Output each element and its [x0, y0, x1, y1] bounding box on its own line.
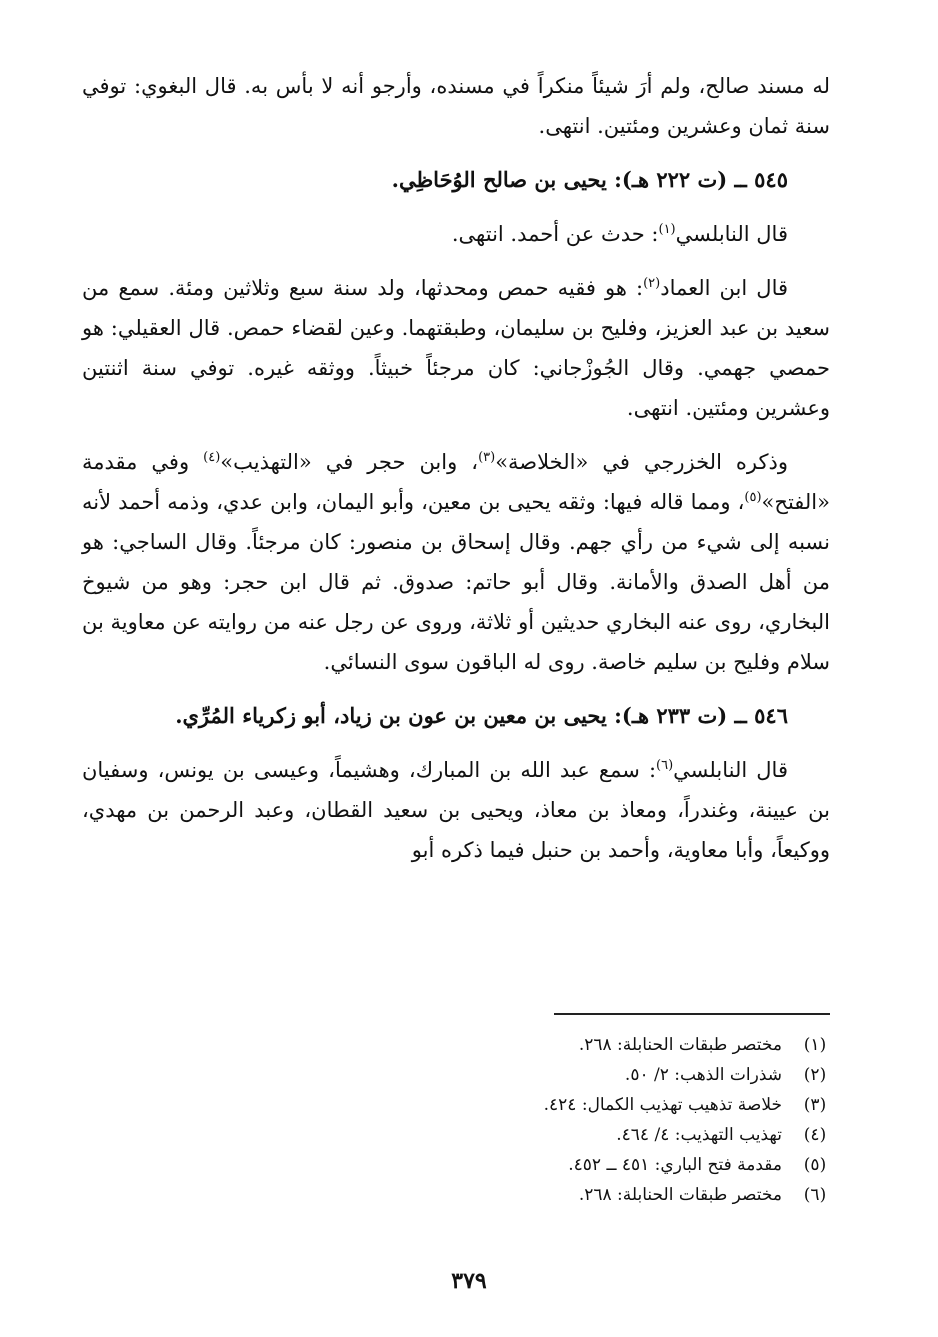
paragraph-nabulsi-546	[82, 750, 830, 870]
footnote-item	[230, 1090, 830, 1120]
footnote-item	[230, 1060, 830, 1090]
entry-546-heading: ٥٤٦ ــ (ت ٢٣٣ هـ): يحيى بن معين بن عون بن زياد، أبو زكرياء المُرِّي.	[175, 703, 788, 728]
footnote-separator	[554, 1013, 830, 1015]
paragraph-continuation: له مسند صالح، ولم أرَ شيئاً منكراً في مسنده، وأرجو أنه لا بأس به. قال البغوي: توفي سنة ثمان وعشرين ومئتين. انتهى.	[82, 74, 830, 138]
footnote-ref-2[interactable]: (٢)	[643, 276, 661, 291]
paragraph-ibn-al-imad	[82, 268, 830, 428]
footnote-ref-5[interactable]: (٥)	[744, 490, 762, 505]
footnotes-list	[230, 1030, 830, 1210]
paragraph-text: قال النابلسي	[675, 222, 788, 246]
footnote-number: (٦)	[803, 1185, 827, 1205]
paragraph-text: : هو فقيه حمص ومحدثها، ولد سنة سبع وثلاثين ومئة. سمع من سعيد بن عبد العزيز، وفليح بن سليمان، وطبقتهما. وعين لقضاء حمص. قال العقيلي: هو حمصي جهمي. وقال الجُوزْجاني: كان مرجئاً خبيثاً. ووثقه غيره. توفي سنة اثنتين وعشرين ومئتين. انتهى.	[82, 276, 830, 420]
paragraph-text: وفي مقدمة «الفتح»	[82, 450, 830, 514]
entry-545-heading: ٥٤٥ ــ (ت ٢٢٢ هـ): يحيى بن صالح الوُحَاظِي.	[391, 167, 788, 192]
footnote-ref-6[interactable]: (٦)	[656, 758, 674, 773]
main-text	[82, 66, 830, 870]
paragraph-khazraji	[82, 442, 830, 682]
paragraph-text: ، ومما قاله فيها: وثقه يحيى بن معين، وأبو اليمان، وابن عدي، وذمه أحمد لأنه نسبه إلى شيء من رأي جهم. وقال إسحاق بن منصور: كان مرجئاً. وقال الساجي: هو من أهل الصدق والأمانة. وقال أبو حاتم: صدوق. ثم قال ابن حجر: وهو من شيوخ البخاري، روى عنه البخاري حديثين أو ثلاثة، وروى عن رجل عنه من روايته عن معاوية بن سلام وفليح بن سليم خاصة. روى له الباقون سوى النسائي.	[82, 490, 830, 674]
paragraph-text: قال النابلسي	[673, 758, 788, 782]
footnote-text: تهذيب التهذيب: ٤/ ٤٦٤.	[616, 1125, 782, 1145]
footnote-number: (٣)	[803, 1095, 827, 1115]
footnote-text: مقدمة فتح الباري: ٤٥١ ــ ٤٥٢.	[568, 1155, 782, 1175]
footnote-item	[230, 1120, 830, 1150]
paragraph-text: : حدث عن أحمد. انتهى.	[451, 222, 659, 246]
page-number: ٣٧٩	[451, 1268, 487, 1294]
footnote-item	[230, 1180, 830, 1210]
footnote-ref-4[interactable]: (٤)	[203, 450, 221, 465]
footnote-number: (٢)	[803, 1065, 827, 1085]
footnote-item	[230, 1030, 830, 1060]
footnote-number: (٥)	[803, 1155, 827, 1175]
paragraph-text: قال ابن العماد	[660, 276, 789, 300]
footnote-text: مختصر طبقات الحنابلة: ٢٦٨.	[578, 1035, 782, 1055]
paragraph-text: وذكره الخزرجي في «الخلاصة»	[495, 450, 788, 474]
footnote-number: (١)	[803, 1035, 827, 1055]
footnote-item	[230, 1150, 830, 1180]
footnote-ref-3[interactable]: (٣)	[478, 450, 496, 465]
paragraph-text: ، وابن حجر في «التهذيب»	[220, 450, 479, 474]
footnote-text: مختصر طبقات الحنابلة: ٢٦٨.	[578, 1185, 782, 1205]
footnote-text: شذرات الذهب: ٢/ ٥٠.	[624, 1065, 782, 1085]
footnote-number: (٤)	[803, 1125, 827, 1145]
footnote-ref-1[interactable]: (١)	[658, 222, 676, 237]
paragraph-nabulsi-545	[82, 214, 830, 254]
footnote-text: خلاصة تذهيب تهذيب الكمال: ٤٢٤.	[543, 1095, 782, 1115]
paragraph-text: : سمع عبد الله بن المبارك، وهشيماً، وعيسى بن يونس، وسفيان بن عيينة، وغندراً، ومعاذ بن معاذ، ويحيى بن سعيد القطان، وعبد الرحمن بن مهدي، ووكيعاً، وأبا معاوية، وأحمد بن حنبل فيما ذكره أبو	[82, 758, 830, 862]
